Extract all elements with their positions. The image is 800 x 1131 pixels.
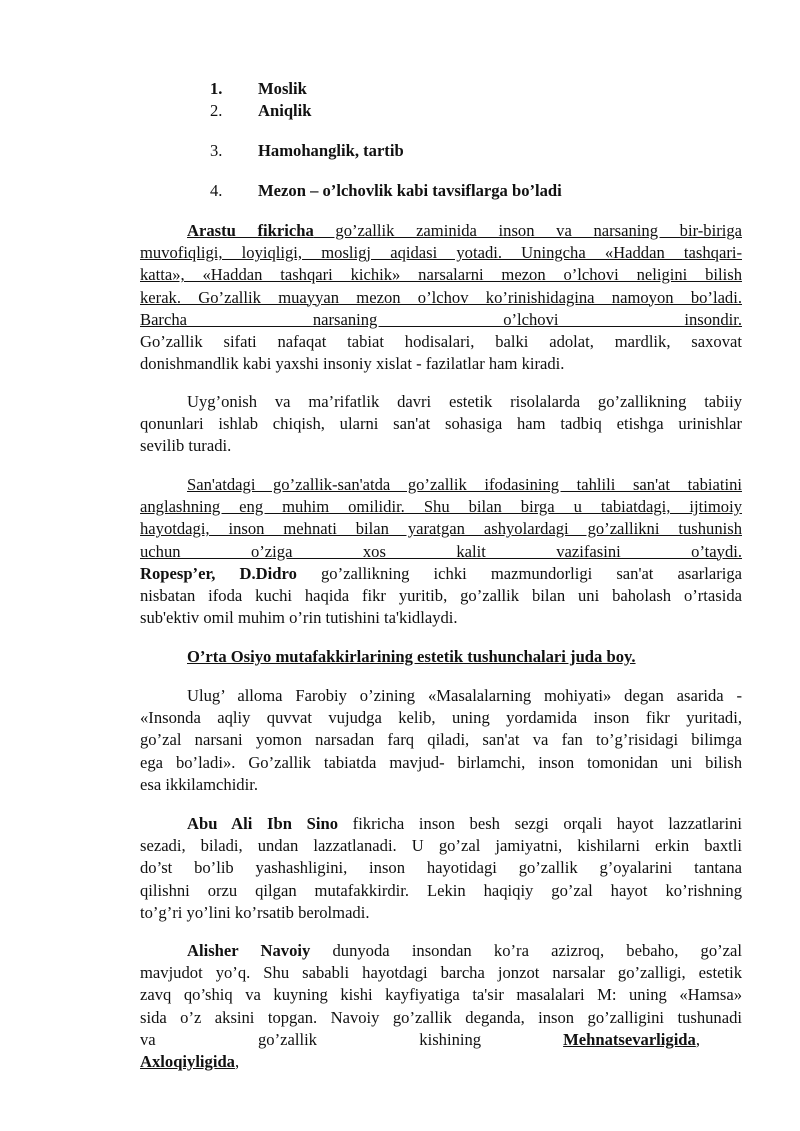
para-line: do’st bo’lib yashashligini, inson hayotidagi go’zallik g’oyalarini tantana xyxy=(140,858,742,878)
para-line xyxy=(140,220,742,242)
text-run: go’zallik zaminida inson va narsaning bir-biriga xyxy=(313,221,742,240)
para-line: go’zal narsani yomon narsadan farq qiladi, san'at va fan to’g’risidagi bilimga xyxy=(140,730,742,750)
text-run: dunyoda insondan ko’ra azizroq, bebaho, go’zal xyxy=(310,941,742,960)
para-line: uchun o’ziga xos kalit vazifasini o’taydi. xyxy=(140,541,742,561)
para-line: Ulug’ alloma Farobiy o’zining «Masalalarning mohiyati» degan asarida - xyxy=(187,686,742,705)
para-line xyxy=(140,940,742,962)
para-line xyxy=(140,563,742,585)
para-line: to’g’ri yo’lini ko’rsatib berolmadi. xyxy=(140,902,370,922)
para-line: Uyg’onish va ma’rifatlik davri estetik risolalarda go’zallikning tabiiy xyxy=(187,392,742,411)
author-name: Arastu fikricha xyxy=(187,221,314,240)
para-line: esa ikkilamchidir. xyxy=(140,774,258,794)
para-line: San'atdagi go’zallik-san'atda go’zallik ifodasining tahlili san'at tabiatini xyxy=(187,475,742,494)
paragraph-arastu xyxy=(140,220,742,375)
list-number: 2. xyxy=(210,101,223,120)
para-line: nisbatan ifoda kuchi haqida fikr yuritib, go’zallik bilan uni baholash o’rtasida xyxy=(140,586,742,606)
list-item xyxy=(210,78,307,100)
para-line: qonunlari ishlab chiqish, ularni san'at sohasiga ham tadbiq etishga urinishlar xyxy=(140,414,742,434)
list-number: 1. xyxy=(210,79,223,98)
paragraph-navoiy xyxy=(140,940,742,1073)
author-name: Abu Ali Ibn Sino xyxy=(187,814,338,833)
text-run: fikricha inson besh sezgi orqali hayot lazzatlarini xyxy=(338,814,742,833)
paragraph-uygonish xyxy=(140,391,742,458)
para-line: muvofiqligi, loyiqligi, mosligj aqidasi yotadi. Uningcha «Haddan tashqari- xyxy=(140,243,742,263)
para-line: sezadi, biladi, undan lazzatlanadi. U go’zal jamiyatni, kishilarni erkin baxtli xyxy=(140,836,742,856)
section-heading: O’rta Osiyo mutafakkirlarining estetik tushunchalari juda boy. xyxy=(187,647,636,666)
paragraph-sanat xyxy=(140,474,742,629)
para-line: mavjudot yo’q. Shu sababli hayotdagi barcha jonzot narsalar go’zalligi, estetik xyxy=(140,963,742,983)
text-run: va go’zallik kishining xyxy=(140,1029,482,1049)
para-line: kerak. Go’zallik muayyan mezon o’lchov ko’rinishidagina namoyon bo’ladi. xyxy=(140,287,742,307)
paragraph-farobiy xyxy=(140,685,742,796)
list-text: Aniqlik xyxy=(258,101,312,120)
para-line: zavq qo’shiq va kuyning kishi kayfiyatiga ta'sir masalalari M: uning «Hamsa» xyxy=(140,985,742,1005)
paragraph-ibn-sino xyxy=(140,813,742,924)
author-name: Alisher Navoiy xyxy=(187,941,311,960)
para-line: anglashning eng muhim omilidir. Shu bilan birga u tabiatdagi, ijtimoiy xyxy=(140,497,742,517)
list-item xyxy=(210,100,312,122)
text-run: , xyxy=(695,1029,700,1049)
list-text: Moslik xyxy=(258,79,307,98)
keyword-axloqiyligida: Axloqiyligida xyxy=(140,1052,235,1072)
list-number: 3. xyxy=(210,141,223,160)
list-text: Hamohanglik, tartib xyxy=(258,141,404,160)
text-run: , xyxy=(234,1052,240,1072)
text-run: go’zallikning ichki mazmundorligi san'at asarlariga xyxy=(296,563,743,583)
para-line: sida o’z aksini topgan. Navoiy go’zallik deganda, inson go’zalligini tushunadi xyxy=(140,1007,742,1027)
keyword-mehnatsevarligida: Mehnatsevarligida xyxy=(563,1029,696,1049)
para-line: Go’zallik sifati nafaqat tabiat hodisalari, balki adolat, mardlik, saxovat xyxy=(140,332,742,352)
para-line: sub'ektiv omil muhim o’rin tutishini ta'kidlaydi. xyxy=(140,608,458,628)
para-line xyxy=(140,1029,742,1073)
para-line: ega bo’ladi». Go’zallik tabiatda mavjud- birlamchi, inson tomonidan uni bilish xyxy=(140,752,742,772)
para-line: Barcha narsaning o’lchovi insondir. xyxy=(140,309,742,329)
para-line: qilishni orzu qilgan mutafakkirdir. Lekin haqiqiy go’zal hayot ko’rishning xyxy=(140,880,742,900)
list-item xyxy=(210,180,562,202)
para-line: sevilib turadi. xyxy=(140,436,232,456)
list-number: 4. xyxy=(210,181,223,200)
para-line: «Insonda aqliy quvvat vujudga kelib, uning yordamida inson fikr yuritadi, xyxy=(140,708,742,728)
list-item xyxy=(210,140,404,162)
para-line: donishmandlik kabi yaxshi insoniy xislat - fazilatlar ham kiradi. xyxy=(140,354,565,374)
list-text: Mezon – o’lchovlik kabi tavsiflarga bo’ladi xyxy=(258,181,562,200)
author-name: Ropesp’er, D.Didro xyxy=(140,563,297,583)
para-line: hayotdagi, inson mehnati bilan yaratgan ashyolardagi go’zallikni tushunish xyxy=(140,519,742,539)
para-line: katta», «Haddan tashqari kichik» narsalarni mezon o’lchovi neligini bilish xyxy=(140,265,742,285)
para-line xyxy=(140,813,742,835)
